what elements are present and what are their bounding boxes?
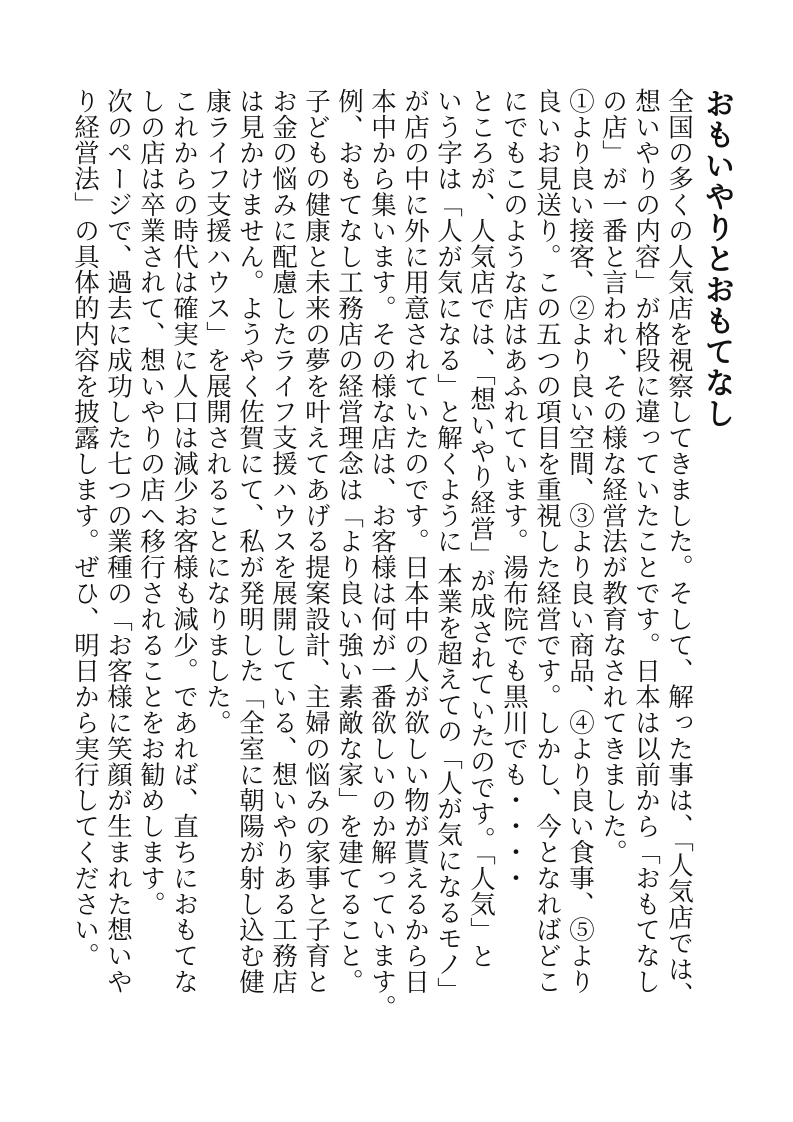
text-line: しの店は卒業されて、想いやりの店へ移行されることをお勧めします。 xyxy=(136,88,166,917)
text-line: 想いやりの内容」が格段に違っていたことです。日本は以前から「おもてなし xyxy=(631,88,661,995)
text-line: は見かけません。ようやく佐賀にて、私が発明した「全室に朝陽が射し込む健 xyxy=(235,88,265,995)
text-line: これからの時代は確実に人口は減少お客様も減少。であれば、直ちにおもてな xyxy=(169,88,199,995)
text-line: が店の中に外に用意されていたのです。日本中の人が欲しい物が貰えるから日 xyxy=(400,88,430,995)
text-line: 良いお見送り。この五つの項目を重視した経営です。しかし、今となればどこ xyxy=(532,88,562,995)
page-title: おもいやりとおもてなし xyxy=(699,88,734,429)
text-line: り経営法」の具体的内容を披露します。ぜひ、明日から実行してください。 xyxy=(70,88,100,969)
text-line: お金の悩みに配慮したライフ支援ハウスを展開している、想いやりある工務店 xyxy=(268,88,298,995)
text-line: にでもこのような店はあふれています。湯布院でも黒川でも・・・・ xyxy=(499,88,529,891)
text-line: 子どもの健康と未来の夢を叶えてあげる提案設計、主婦の悩みの家事と子育と xyxy=(301,88,331,995)
text-line: 例、おもてなし工務店の経営理念は「より良い強い素敵な家」を建てること。 xyxy=(334,88,364,995)
text-line: ところが、人気店では、「想いやり経営」が成されていたのです。「人気」と xyxy=(466,88,496,969)
text-line: 全国の多くの人気店を視察してきました。そして、解った事は、「人気店では、 xyxy=(664,88,694,1008)
text-line: いう字は「人が気になる」と解くように 本業を超えての「人が気になるモノ」 xyxy=(433,88,463,1004)
text-line: の店」が一番と言われ、その様な経営法が教育なされてきました。 xyxy=(598,88,628,865)
text-line: 康ライフ支援ハウス」を展開されることになりました。 xyxy=(202,88,232,736)
text-line: ①より良い接客、②より良い空間、③より良い商品、④より良い食事、⑤より xyxy=(565,88,595,995)
text-line: 本中から集います。その様な店は、お客様は何が一番欲しいのか解っています。 xyxy=(367,88,397,1021)
vertical-text-body xyxy=(68,88,737,1088)
text-line: 次のページで、過去に成功した七つの業種の「お客様に笑顔が生まれた想いや xyxy=(103,88,133,995)
